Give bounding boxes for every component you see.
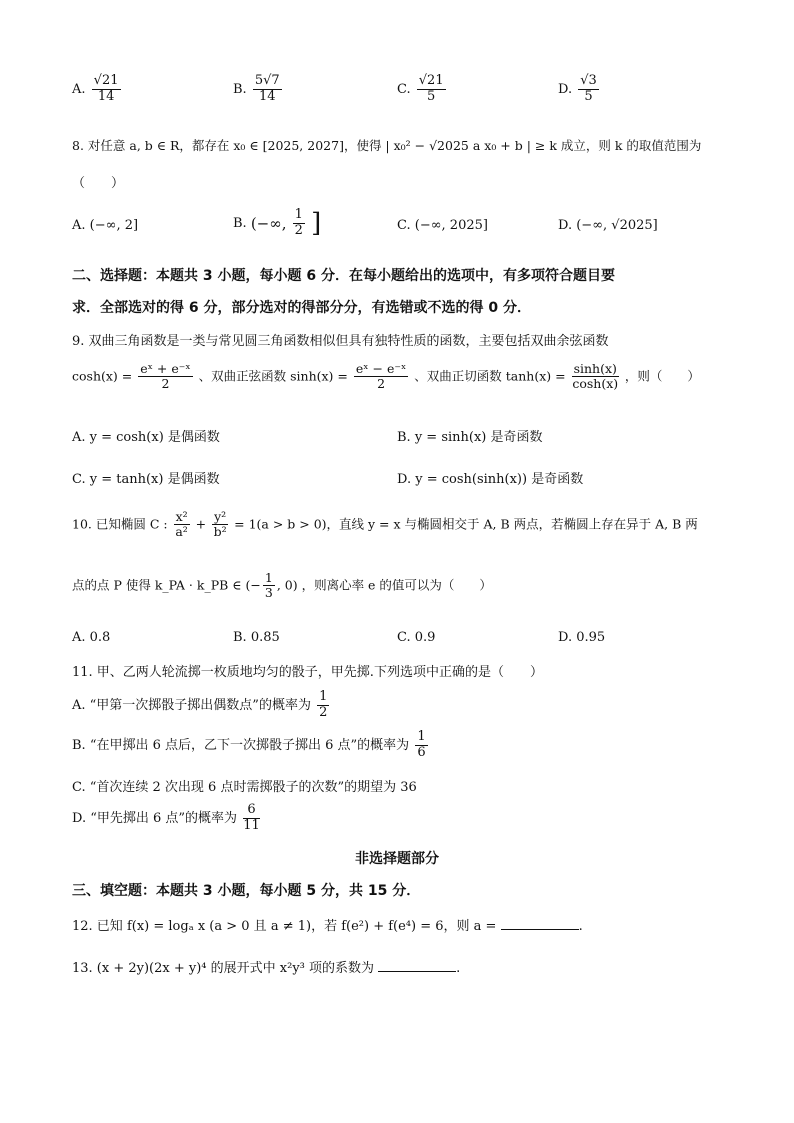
q9-option-b: B. y = sinh(x) 是奇函数 [397, 430, 543, 445]
q7-option-d-fraction: $\frac{√3}{5}$ [580, 73, 597, 104]
q10-line2: 点的点 P 使得 k_PA · k_PB ∈ (− $\frac{1}{3}$ , 0) ，则离心率 e 的值可以为（ ） [72, 570, 492, 601]
q10-option-d: D. 0.95 [558, 630, 606, 645]
q12-answer-blank[interactable] [501, 917, 579, 930]
q10-option-a: A. 0.8 [72, 630, 111, 645]
q8-stem: 8. 对任意 a, b ∈ R，都存在 x₀ ∈ [2025, 2027]，使得 | x₀² − √2025 a x₀ + b | ≥ k 成立，则 k 的取值范围为 [72, 138, 702, 153]
q11-b-fraction: $\frac{1}{6}$ [417, 729, 426, 760]
q7-option-b-fraction: $\frac{5√7}{14}$ [254, 73, 280, 104]
q7-option-d-label: D. [558, 81, 573, 97]
q11-stem: 11. 甲、乙两人轮流掷一枚质地均匀的骰子，甲先掷.下列选项中正确的是（ ） [72, 665, 543, 680]
q7-option-c [397, 74, 448, 105]
q9-option-d: D. y = cosh(sinh(x)) 是奇函数 [397, 472, 584, 487]
q11-option-b: B. “在甲掷出 6 点后，乙下一次掷骰子掷出 6 点”的概率为 $\frac{1}{6}$ [72, 729, 426, 760]
section-2-heading-line1: 二、选择题：本题共 3 小题，每小题 6 分．在每小题给出的选项中，有多项符合题目要 [72, 268, 615, 284]
q7-option-a-label: A. [72, 81, 86, 97]
q9-definitions: cosh(x) = $\frac{\text{eˣ + e⁻ˣ}}{2}$ 、双曲正弦函数 sinh(x) = $\frac{\text{eˣ − e⁻ˣ}}{2}$ 、双曲正切函数 tanh(x) = $\frac{\sinh(x)}{\cosh(x)}$ ，则（ ） [72, 361, 700, 392]
q8-paren: （ ） [72, 176, 125, 191]
q9-stem: 9. 双曲三角函数是一类与常见圆三角函数相似但具有独特性质的函数，主要包括双曲余弦函数 [72, 334, 609, 349]
q13-answer-blank[interactable] [378, 959, 456, 972]
q7-option-c-fraction: $\frac{√21}{5}$ [418, 73, 444, 104]
q7-option-a-fraction: $\frac{√21}{14}$ [93, 73, 119, 104]
cosh-fraction: $\frac{\text{eˣ + e⁻ˣ}}{2}$ [140, 361, 191, 392]
q8-option-b-fraction: $\frac{1}{2}$ [294, 207, 303, 238]
q9-option-a: A. y = cosh(x) 是偶函数 [72, 430, 220, 445]
q7-option-c-label: C. [397, 81, 411, 97]
q8-option-a: A. (−∞, 2] [72, 218, 139, 233]
q11-option-a: A. “甲第一次掷骰子掷出偶数点”的概率为 $\frac{1}{2}$ [72, 689, 328, 720]
q10-interval-fraction: $\frac{1}{3}$ [264, 570, 273, 601]
sinh-fraction: $\frac{\text{eˣ − e⁻ˣ}}{2}$ [355, 361, 407, 392]
ellipse-y-fraction: $\frac{\text{y²}}{\text{b²}}$ [213, 509, 227, 540]
q10-option-b: B. 0.85 [233, 630, 280, 645]
part-title: 非选择题部分 [355, 851, 439, 867]
q7-option-b [233, 74, 284, 105]
section-2-heading-line2: 求．全部选对的得 6 分，部分选对的得部分分，有选错或不选的得 0 分． [72, 300, 531, 316]
q8-option-c: C. (−∞, 2025] [397, 218, 488, 233]
section-3-heading: 三、填空题：本题共 3 小题，每小题 5 分，共 15 分． [72, 883, 421, 899]
q12: 12. 已知 f(x) = logₐ x (a > 0 且 a ≠ 1)，若 f(e²) + f(e⁴) = 6，则 a = . [72, 919, 583, 934]
ellipse-x-fraction: $\frac{\text{x²}}{\text{a²}}$ [175, 509, 188, 540]
q11-option-d: D. “甲先掷出 6 点”的概率为 $\frac{6}{11}$ [72, 802, 260, 833]
q13: 13. (x + 2y)(2x + y)⁴ 的展开式中 x²y³ 项的系数为 . [72, 961, 461, 976]
q7-option-b-label: B. [233, 81, 247, 97]
q7-option-d [558, 74, 601, 105]
tanh-fraction: $\frac{\sinh(x)}{\cosh(x)}$ [572, 361, 619, 392]
q7-option-a [72, 74, 123, 105]
q11-d-fraction: $\frac{6}{11}$ [243, 802, 260, 833]
q10-option-c: C. 0.9 [397, 630, 436, 645]
q11-a-fraction: $\frac{1}{2}$ [319, 689, 328, 720]
q8-option-b: B. (−∞, $\frac{1}{2}$ ] [233, 207, 322, 239]
q8-option-d: D. (−∞, √2025] [558, 218, 658, 233]
q10-stem: 10. 已知椭圆 C : $\frac{\text{x²}}{\text{a²}}$ + $\frac{\text{y²}}{\text{b²}}$ = 1(a > b > 0)，直线 y = x 与椭圆相交于 A, B 两点，若椭圆上存在异于 A, B 两 [72, 509, 698, 540]
q9-option-c: C. y = tanh(x) 是偶函数 [72, 472, 220, 487]
q11-option-c: C. “首次连续 2 次出现 6 点时需掷骰子的次数”的期望为 36 [72, 780, 417, 795]
